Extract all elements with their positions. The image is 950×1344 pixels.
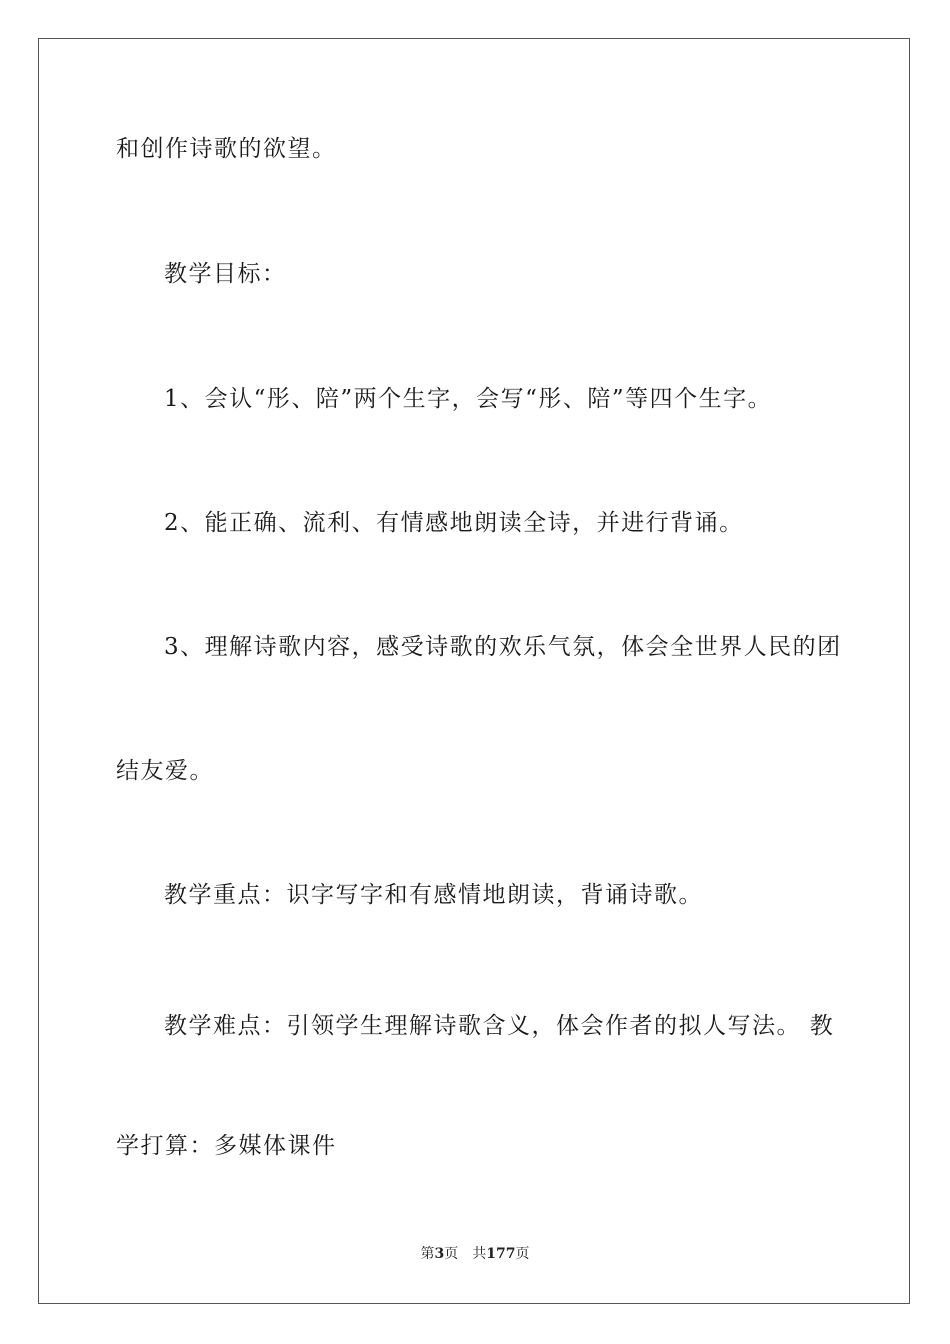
page-suffix: 页 (444, 1246, 459, 1262)
page-number: 3 (434, 1246, 445, 1262)
page-frame (38, 38, 910, 1304)
objective-3-continued: 结友爱。 (116, 758, 214, 784)
objective-1: 1、会认“彤、陪”两个生字，会写“彤、陪”等四个生字。 (164, 386, 773, 412)
objective-2: 2、能正确、流利、有情感地朗读全诗，并进行背诵。 (164, 510, 744, 536)
total-suffix: 页 (515, 1246, 530, 1262)
preparation: 学打算：多媒体课件 (116, 1133, 337, 1159)
total-prefix: 共 (472, 1246, 487, 1262)
section-heading-objectives: 教学目标： (164, 261, 287, 287)
difficult-points: 教学难点：引领学生理解诗歌含义，体会作者的拟人写法。 教 (164, 1013, 835, 1039)
total-pages: 177 (486, 1246, 516, 1262)
key-points: 教学重点：识字写字和有感情地朗读，背诵诗歌。 (164, 882, 703, 908)
text-line-1: 和创作诗歌的欲望。 (116, 136, 337, 162)
page-prefix: 第 (420, 1246, 435, 1262)
objective-3: 3、理解诗歌内容，感受诗歌的欢乐气氛，体会全世界人民的团 (164, 634, 842, 660)
page-footer (0, 1245, 950, 1263)
